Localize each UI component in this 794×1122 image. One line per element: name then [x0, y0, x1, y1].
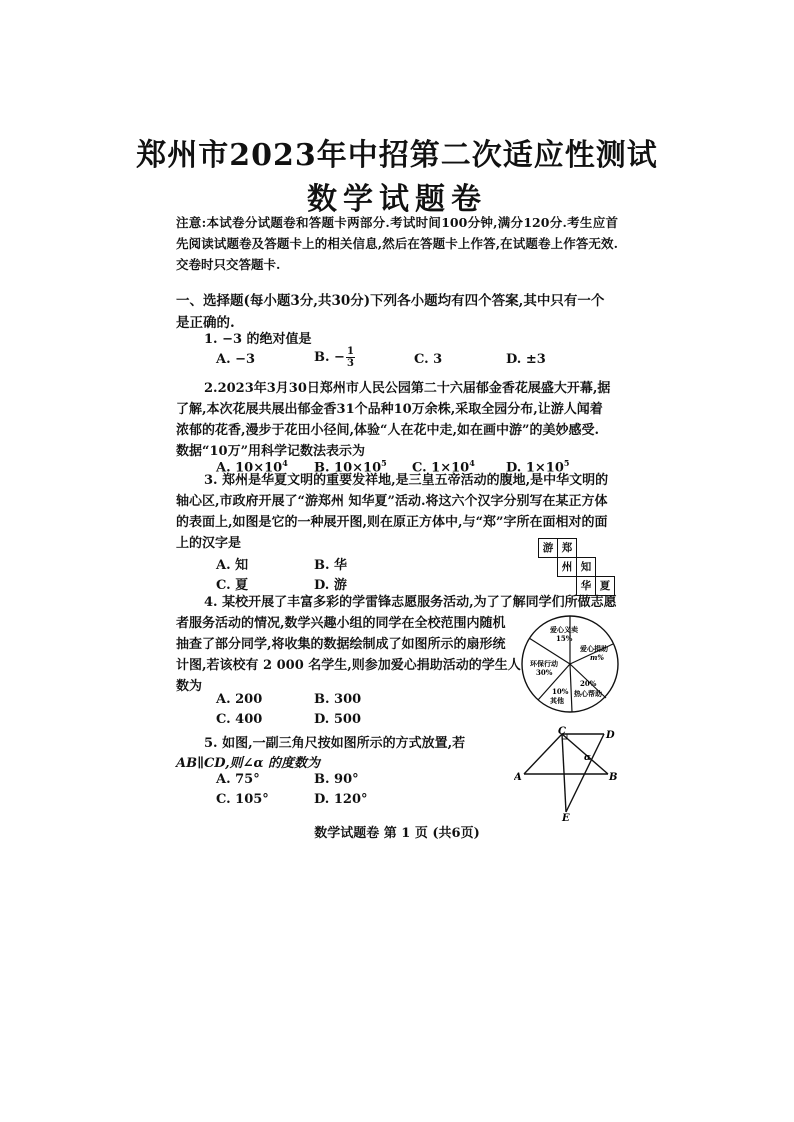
q2-option-d-exp: 5 — [563, 458, 570, 468]
pie-divider-4 — [570, 664, 572, 712]
q4-line4: 计图,若该校有 2 000 名学生,则参加爱心捐助活动的学生人 — [176, 658, 521, 673]
q2-option-a-exp: 4 — [282, 458, 288, 468]
q2-option-a-base: A. 10×10 — [216, 460, 283, 476]
q1-option-a: A. −3 — [216, 352, 256, 367]
exam-subtitle: 数学试题卷 — [307, 182, 487, 217]
pie-value-qita: 10% — [552, 687, 569, 696]
cube-net-cell-hua: 华 — [576, 576, 596, 596]
notice-text: 本试卷分试题卷和答题卡两部分.考试时间100分钟,满分120分.考生应首先阅读试题卷及答题卡上的相关信息,然后在答题卡上作答,在试题卷上作答无效.交卷时只交答题卡. — [176, 215, 618, 272]
q1-stem: 1. −3 的绝对值是 — [204, 332, 312, 347]
q2-line2: 了解,本次花展共展出郁金香31个品种10万余株,采取全园分布,让游人闻着 — [176, 402, 603, 417]
q4-line1: 4. 某校开展了丰富多彩的学雷锋志愿服务活动,为了了解同学们所做志愿 — [204, 595, 617, 610]
point-d-label: D — [606, 730, 615, 741]
pie-value-rexin: 20% — [580, 679, 597, 688]
page-footer: 数学试题卷 第 1 页 (共6页) — [314, 826, 480, 841]
q5-line2: AB∥CD,则∠α 的度数为 — [176, 756, 321, 771]
cube-net-cell-xia: 夏 — [595, 576, 615, 596]
q1-option-b-denominator: 3 — [346, 358, 354, 369]
section-heading-line1: 一、选择题(每小题3分,共30分)下列各小题均有四个答案,其中只有一个 — [176, 293, 605, 309]
q5-line1: 5. 如图,一副三角尺按如图所示的方式放置,若 — [204, 736, 466, 751]
point-e-label: E — [562, 813, 570, 822]
pie-value-aixin-juanzhu: m% — [590, 653, 605, 662]
pie-chart-diagram — [520, 614, 620, 714]
cube-net-diagram — [538, 538, 618, 596]
q2-option-d-base: D. 1×10 — [506, 460, 564, 476]
q3-option-a: A. 知 — [216, 558, 249, 573]
cube-net-cell-you: 游 — [538, 538, 558, 558]
q3-line3: 的表面上,如图是它的一种展开图,则在原正方体中,与“郑”字所在面相对的面 — [176, 515, 608, 530]
point-b-label: B — [609, 772, 618, 783]
q1-option-d: D. ±3 — [506, 352, 546, 367]
q2-option-b-base: B. 10×10 — [314, 460, 382, 476]
q4-line3: 抽查了部分同学,将收集的数据绘制成了如图所示的扇形统 — [176, 637, 506, 652]
q2-line1: 2.2023年3月30日郑州市人民公园第二十六届郁金香花展盛大开幕,据 — [204, 381, 611, 396]
exam-title: 郑州市2023年中招第二次适应性测试 — [136, 138, 658, 173]
q5-option-b: B. 90° — [314, 772, 359, 787]
cube-net-cell-zheng: 郑 — [557, 538, 577, 558]
q3-line1: 3. 郑州是华夏文明的重要发祥地,是三皇五帝活动的腹地,是中华文明的 — [204, 473, 609, 488]
q3-line4: 上的汉字是 — [176, 536, 242, 551]
line-de — [566, 734, 604, 812]
angle-alpha-label: α — [584, 753, 591, 763]
pie-label-huanbao: 环保行动 — [530, 659, 558, 668]
point-c-label: C — [558, 726, 566, 737]
pie-label-aixin-juanzhu: 爱心捐助 — [580, 644, 608, 653]
section-heading-line2: 是正确的. — [176, 315, 235, 331]
point-a-label: A — [514, 772, 522, 783]
pie-label-aixin-yimai: 爱心义卖 — [550, 625, 578, 634]
pie-label-rexin: 热心帮助 — [574, 689, 602, 698]
q2-line4: 数据“10万”用科学记数法表示为 — [176, 444, 366, 459]
q5-option-c: C. 105° — [216, 792, 269, 807]
triangle-rulers-diagram — [514, 726, 618, 822]
q4-line2: 者服务活动的情况,数学兴趣小组的同学在全校范围内随机 — [176, 616, 506, 631]
q4-line5: 数为 — [176, 679, 203, 694]
q2-stem — [176, 378, 618, 462]
q4-option-d: D. 500 — [314, 712, 361, 727]
line-ca — [524, 734, 562, 774]
q5-option-d: D. 120° — [314, 792, 368, 807]
q3-option-d: D. 游 — [314, 578, 347, 593]
q3-option-c: C. 夏 — [216, 578, 249, 593]
q3-option-b: B. 华 — [314, 558, 348, 573]
cube-net-cell-zhi: 知 — [576, 557, 596, 577]
q4-option-c: C. 400 — [216, 712, 263, 727]
pie-value-huanbao: 30% — [536, 668, 553, 677]
q4-option-b: B. 300 — [314, 692, 362, 707]
q1-option-b-numerator: 1 — [346, 346, 354, 357]
line-ce — [562, 734, 566, 812]
pie-label-qita: 其他 — [550, 696, 564, 705]
q1-option-b-fraction — [346, 346, 355, 369]
q4-option-a: A. 200 — [216, 692, 263, 707]
q2-option-c-base: C. 1×10 — [412, 460, 470, 476]
q1-option-c: C. 3 — [414, 352, 443, 367]
q1-option-b — [314, 346, 355, 369]
q2-line3: 浓郁的花香,漫步于花田小径间,体验“人在花中走,如在画中游”的美妙感受. — [176, 423, 600, 438]
q2-option-c-exp: 4 — [469, 458, 475, 468]
q3-line2: 轴心区,市政府开展了“游郑州 知华夏”活动.将这六个汉字分别写在某正方体 — [176, 494, 608, 509]
q1-option-b-prefix: B. − — [314, 350, 345, 365]
pie-value-aixin-yimai: 15% — [556, 634, 573, 643]
notice-label: 注意: — [176, 215, 207, 230]
q5-option-a: A. 75° — [216, 772, 260, 787]
cube-net-cell-zhou: 州 — [557, 557, 577, 577]
notice-paragraph — [176, 212, 618, 275]
q2-option-b-exp: 5 — [381, 458, 387, 468]
